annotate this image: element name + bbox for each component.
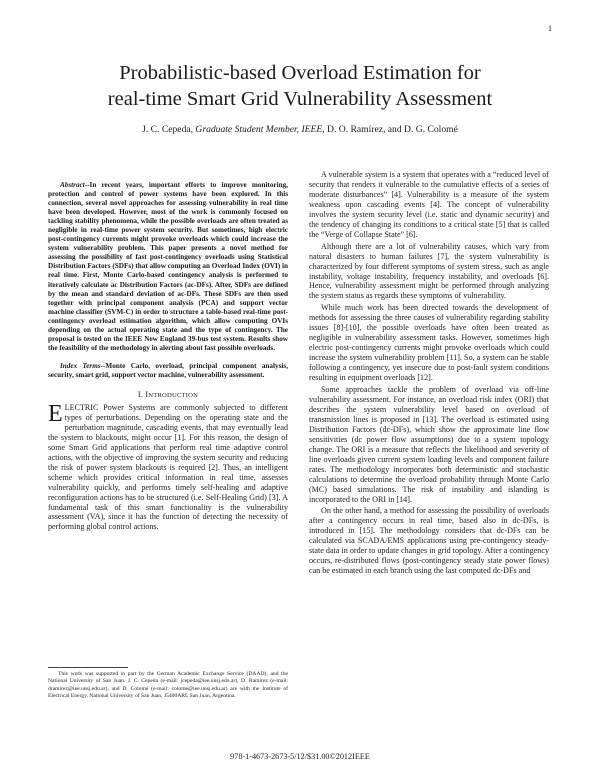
title-line-1: Probabilistic-based Overload Estimation for xyxy=(119,62,481,84)
author-line xyxy=(40,124,560,135)
index-terms xyxy=(48,362,288,380)
introduction-body xyxy=(48,400,288,532)
index-terms-body: --Monte Carlo, overload, principal component analysis, security, smart grid, support vector machine, vulnerability assessment. xyxy=(48,361,289,379)
page-number: 1 xyxy=(548,24,552,33)
drop-cap-letter: E xyxy=(48,400,63,427)
right-paragraph-1: A vulnerable system is a system that operates with a “reduced level of security that renders it vulnerable to the cumulative effects of a series of moderate disturbances” [4]. Vulnerability is a measure of the system weakness upon cascading events [4]. The concept of vulnerability involves the system security level (i.e. static and dynamic security) and the tendency of changing its conditions to a critical state [5] that is called the “Verge of Collapse State” [6]. xyxy=(309,170,549,239)
title-line-2: real-time Smart Grid Vulnerability Assessment xyxy=(107,88,493,110)
index-terms-label: Index Terms xyxy=(60,361,101,370)
author-1-role: Graduate Student Member, IEEE xyxy=(195,124,323,135)
abstract-text xyxy=(48,181,288,353)
author-1: J. C. Cepeda, xyxy=(142,124,196,135)
intro-paragraph-1 xyxy=(48,400,288,532)
paper-title xyxy=(40,60,560,112)
abstract-body: --In recent years, important efforts to improve monitoring, protection and control of power systems have been explored. In this connection, several novel approaches for assessing vulnerability in real time have been developed. However, most of the work is commonly focused on tackling stability phenomena, while the possible overloads are often treated as negligible in real-time power system security. But sometimes, high electric post-contingency currents might provoke overloads which could increase the system vulnerability problem. This paper presents a novel method for assessing the possibility of fast post-contingency overloads using Statistical Distribution Factors (SDFs) that allow computing an Overload Index (OVI) in real time. First, Monte Carlo-based contingency analysis is performed to iteratively calculate ac Distribution Factors (ac-DFs). After, SDFs are defined by the mean and standard deviation of ac-DFs. These SDFs are then used together with principal component analysis (PCA) and support vector machine classifier (SVM-C) in order to structure a table-based real-time post-contingency overload estimation algorithm, which allow computing OVIs depending on the actual operating state and the type of contingency. The proposal is tested on the IEEE New England 39-bus test system. Results show the feasibility of the methodology in alerting about fast possible overloads. xyxy=(48,181,288,352)
abstract-label: Abstract xyxy=(60,181,85,189)
section-heading-introduction xyxy=(48,390,288,399)
right-paragraph-4: Some approaches tackle the problem of overload via off-line vulnerability assessment. For instance, an overload risk index (ORI) that describes the system vulnerability level based on overload of transmission lines is proposed in [13]. The overload is estimated using Distribution Factors (dc-DFs), which show the approximate line flow sensitivities (dc power flow assumptions) due to a system topology change. The ORI is a measure that reflects the likelihood and severity of line overloads given current system loading levels and component failure rates. The methodology incorporates both deterministic and stochastic calculations to determine the overload probability through Monte Carlo (MC) based simulations. The risk of instability and islanding is incorporated to the ORI in [14]. xyxy=(309,385,549,504)
section-initial: I xyxy=(145,389,149,399)
copyright-footer: 978-1-4673-2673-5/12/$31.00©2012IEEE xyxy=(230,752,370,761)
intro-paragraph-1-text: LECTRIC Power Systems are commonly subjected to different types of perturbations. Depending on the operating state and the perturbation magnitude, cascading events, that may eventually lead the system to blackouts, might occur [1]. For this reason, the design of some Smart Grid applications that perform real time adaptive control actions, with the objective of improving the system security and reducing the risk of power system blackouts is required [2]. Thus, an intelligent scheme which provides critical information in real time, assesses vulnerability quickly, and performs timely self-healing and adaptive reconfiguration actions has to be structured (i.e. Self-Healing Grid) [3]. A fundamental task of this smart functionality is the vulnerability assessment (VA), since it has the function of detecting the necessity of performing global control actions. xyxy=(48,402,288,532)
section-title-rest: NTRODUCTION xyxy=(148,391,199,399)
abstract xyxy=(48,181,288,353)
footnote-rule xyxy=(48,667,128,668)
section-numeral: I. xyxy=(137,389,146,399)
footnote: This work was supported in part by the German Academic Exchange Service (DAAD), and the National University of San Juan. J. C. Cepeda (e-mail: jcepeda@iee.unsj.edu.ar), D. Ramírez (e-mail: dramirez@iee.unsj.edu.ar), and D. Colomé (e-mail: colome@iee.unsj.edu.ar) are with the Institute of Electrical Energy, National University of San Juan, J5400ARL San Juan, Argentina. xyxy=(48,671,288,700)
other-authors: , D. O. Ramírez, and D. G. Colomé xyxy=(322,124,458,135)
left-column xyxy=(48,181,288,532)
index-terms-text xyxy=(48,362,288,380)
right-paragraph-3: While much work has been directed towards the development of methods for assessing the three causes of vulnerability regarding stability issues [8]-[10], the possible overloads have often been treated as negligible in vulnerability assessment tasks. However, sometimes high electric post-contingency currents might provoke overloads which could increase the system vulnerability problem [11]. So, a system can be stable following a contingency, yet insecure due to post-fault system conditions resulting in equipment overloads [12]. xyxy=(309,303,549,383)
right-paragraph-5: On the other hand, a method for assessing the possibility of overloads after a contingency occurs in real time, based also in dc-DFs, is introduced in [15]. The methodology considers that dc-DFs can be calculated via SCADA/EMS applications using pre-contingency steady-state data in order to update changes in grid topology. After a contingency occurs, re-distributed flows (post-contingency steady state power flows) can be estimated in each branch using the last computed dc-DFs and xyxy=(309,506,549,576)
right-paragraph-2: Although there are a lot of vulnerability causes, which vary from natural disasters to human failures [7], the system vulnerability is characterized by four different symptoms of system stress, such as angle instability, voltage instability, frequency instability, and overloads [6]. Hence, vulnerability assessment might be performed through analyzing the system status as regards these symptoms of vulnerability. xyxy=(309,241,549,301)
right-column xyxy=(309,170,549,578)
